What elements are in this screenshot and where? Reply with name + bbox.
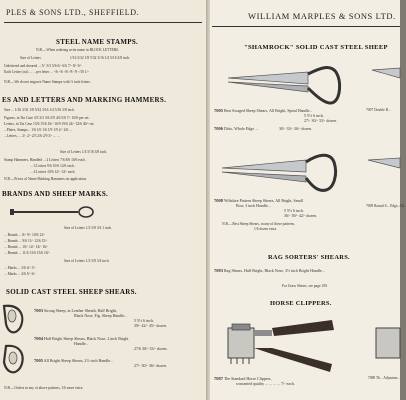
shamrock-title: "SHAMROCK" SOLID CAST STEEL SHEEP — [244, 44, 388, 51]
sheep-shears-illustration — [0, 302, 30, 382]
shamrock-item-3-sizes: 5 5½ 6 inch. — [284, 208, 304, 213]
shamrock-shears-illustration-1 — [222, 64, 400, 108]
shamrock-item-3 — [214, 198, 317, 218]
brands-row-4: ... Brands ... 11/6 13/6 15/6 18/- — [4, 251, 50, 255]
shamrock-item-1-sizes: 5 5½ 6 inch. — [304, 113, 324, 118]
brands-title: BRANDS AND SHEEP MARKS. — [2, 190, 109, 198]
shears-item-2-text: Half Bright Sheep Shears, Black Nose, 2 inch Bright — [44, 336, 129, 341]
horse-clipper-side: 7089 Th... Adjustme... — [368, 376, 401, 380]
letters-hammers-title: ES AND LETTERS AND MARKING HAMMERS. — [2, 96, 167, 104]
shears-item-1-number: 7003 — [34, 308, 43, 313]
hammers-row-3: ... 4 Letters 10/6 12/- 14/- each. — [30, 170, 76, 174]
shamrock-item-3-text-2: Bow, 3 inch Handle... — [236, 203, 271, 208]
side-item-1: 7007 Double B... — [366, 108, 391, 112]
rag-sorters-title: RAG SORTERS' SHEARS. — [268, 254, 350, 261]
hammers-row-2: ... 3 Letters 9/6 10/6 12/6 each. — [30, 164, 75, 168]
letters-row-3: ...Plates, Stamps... 1/6 1/6 1/6 1/9 1/9 2/- 2/6 ... — [4, 128, 72, 132]
shamrock-item-2 — [214, 126, 312, 131]
shamrock-item-2-prices: 30/- 33/- 36/- dozen. — [279, 126, 312, 131]
shamrock-item-2-text: Ditto, Whole Edge ... — [224, 126, 259, 131]
shamrock-item-3-text: Wiltshire Pattern Sheep Shears, All Bright, Small — [223, 198, 303, 203]
brands-row-3: ... Brands ... 10/- 12/- 14/- 16/- — [4, 245, 49, 249]
shamrock-item-1-text: Best Swaged Sheep Shears, All Bright, Spiral Handle... — [224, 108, 313, 113]
stamps-sizes: 1/16 3/32 1/8 5/32 3/16 1/4 5/16 3/8 inch. — [70, 56, 130, 60]
shears-item-3-text: All Bright Sheep Shears, 2½ inch Handle... — [43, 358, 113, 363]
shamrock-item-2-number: 7006 — [214, 126, 223, 131]
shears-item-3-number: 7005 — [34, 358, 43, 363]
header-rule — [4, 22, 202, 23]
shamrock-item-3-number: 7008 — [214, 198, 223, 203]
side-item-2: 7009 Round S... Edge, All... — [366, 204, 406, 208]
brands-size-label: Size of Letters 1/2 5/8 3/4 1 inch. — [64, 226, 113, 230]
sheep-shears-title: SOLID CAST STEEL SHEEP SHEARS. — [6, 288, 137, 296]
horse-clippers-title: HORSE CLIPPERS. — [270, 300, 332, 307]
right-header-rule — [212, 26, 400, 27]
shamrock-item-1-prices: 27/- 30/- 33/- dozen. — [304, 118, 337, 123]
brand-iron-illustration — [10, 204, 96, 220]
right-page-header: WILLIAM MARPLES & SONS LTD. — [248, 11, 396, 21]
rag-item-number: 7083 — [214, 268, 223, 273]
shamrock-item-3-prices: 36/- 39/- 42/- dozen. — [284, 213, 317, 218]
brands-row-1: ... Brands ... 8/- 9/- 10/6 12/- — [4, 233, 46, 237]
shears-item-2-number: 7004 — [34, 336, 43, 341]
shears-item-3-prices: 27/- 30/- 36/- dozen. — [134, 363, 167, 368]
rag-item-text: Rag Shears, Half Bright, Black Nose, 3½ inch Bright Handle... — [224, 268, 325, 273]
shamrock-item-1-number: 7005 — [214, 108, 223, 113]
rag-item — [214, 268, 325, 273]
stamps-note-2: N.B.—We do not engrave Name Stamps with ½ inch letters. — [4, 80, 91, 84]
horse-clipper-caption: The Standard Horse Clippers, — [223, 376, 272, 381]
shears-note: N.B.—Orders in any of above patterns, 1/6 more extra. — [4, 386, 84, 390]
shears-item-2 — [34, 336, 168, 351]
shears-item-1-text-2: Black Nose, Fig. Sheep Handle... — [74, 313, 128, 318]
shears-item-1-sizes: 5 5½ 6 inch. — [134, 318, 154, 323]
shamrock-shears-illustration-2 — [218, 150, 400, 196]
shears-item-3 — [34, 358, 167, 368]
horse-clipper-caption-2: warranted quality ... ... ... ... 7/- each. — [236, 381, 295, 386]
hammers-note: N.B.—Prices of Name Marking Hammers on application. — [4, 177, 87, 181]
grass-shears-note: For Grass Shears, see page 100. — [282, 284, 328, 288]
horse-clipper-number: 7087 — [214, 376, 223, 381]
shears-item-1 — [34, 308, 167, 328]
shears-item-1-text: Strong Sheep, in Leather Sheath, Half Bright, — [44, 308, 117, 313]
letters-row-1: Figures, in Tin Case 3/3 3/3 3/6 3/9 4/6 5/6 7/- 10/6 per set. — [4, 116, 90, 120]
shamrock-item-1 — [214, 108, 337, 123]
brands-row-2: ... Brands ... 9/6 11/- 12/6 15/- — [4, 239, 48, 243]
stamps-row-2: Each Letter (cut) ... ... per letter ... -/6 -/6 -/8 -/8 -/9 -/10 1/- — [4, 70, 89, 74]
marks-row-2: ... Marks ... 4/6 5/- 6/- — [4, 272, 36, 276]
marks-size-label: Size of Letters 1/2 5/8 3/4 inch. — [64, 259, 110, 263]
shamrock-note-2: 1/6 dozen extra. — [254, 227, 278, 231]
shamrock-note: N.B.—Best Sheep Shears, in any of these patterns, — [222, 222, 295, 226]
letters-row-4: ...Letters, ... 2/- 2/- 2/3 2/6 2/9 3/- ... ... — [4, 134, 60, 138]
shears-item-1-prices: 39/- 42/- 45/- dozen. — [134, 323, 167, 328]
stamps-note: N.B.—When ordering write name in BLOCK LETTERS. — [36, 48, 119, 52]
letters-size-label-2: Size of Letters 1/4 5/16 3/8 inch. — [60, 150, 108, 154]
shears-item-2-prices: 27/6 30/- 33/- dozen. — [134, 346, 168, 351]
stamps-size-label: Size of Letters — [20, 56, 41, 60]
hammers-row-1: Stamp Hammers, Handled ... 2 Letters 7/6 8/6 10/6 each. — [4, 158, 86, 162]
left-page-header: PLES & SONS LTD., SHEFFIELD. — [6, 8, 140, 17]
letters-row-2: Letters, in Tin Case 15/6 15/6 16/- 16/9 19/6 24/- 32/6 40/- set. — [4, 122, 95, 126]
stamps-row-1: Unlettered and sheared ... 5/- 5/3 5/6 6/- 6/6 7/- 8/- 9/- — [4, 64, 82, 68]
shears-item-2-text-2: Handle... — [74, 341, 89, 346]
horse-clippers-illustration — [228, 314, 400, 374]
marks-row-1: ... Marks ... 3/6 4/- 5/- — [4, 266, 36, 270]
right-page — [210, 0, 406, 400]
horse-clipper-item — [214, 376, 295, 386]
steel-name-stamps-title: STEEL NAME STAMPS. — [56, 38, 139, 46]
letters-size-row: Size ... 1/16 3/32 1/8 5/32 3/16 1/4 5/16 3/8 inch. — [4, 108, 75, 112]
